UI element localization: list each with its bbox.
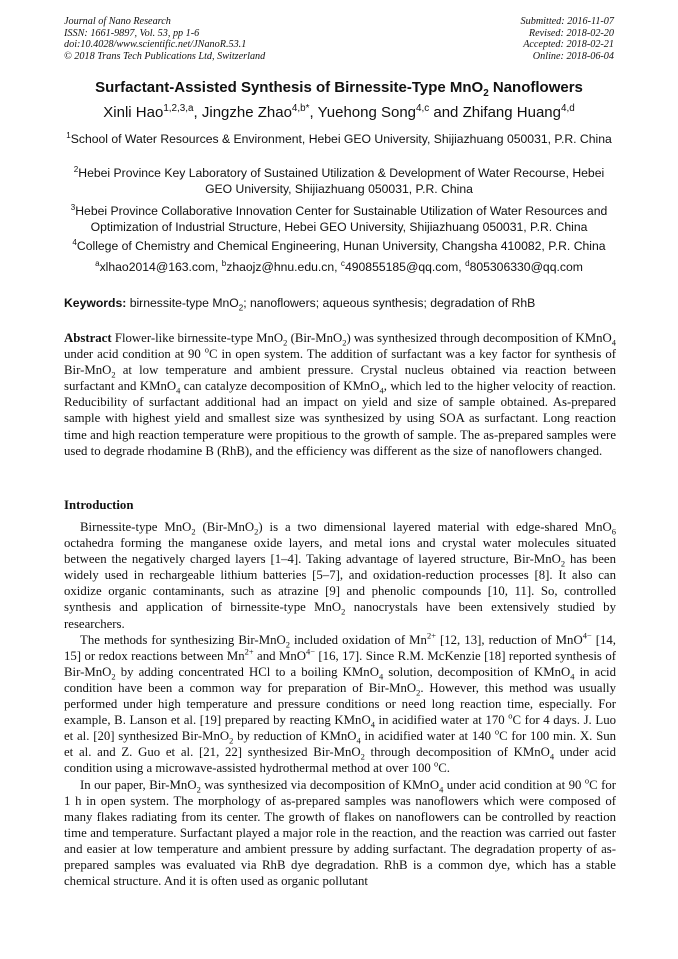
author-separator: , [309,104,318,121]
journal-info [64,16,265,62]
affiliation-text: Hebei Province Key Laboratory of Sustained Utilization & Development of Water Recourse, Hebei GEO University, Shijiazhuang 050031, P.R. China [78,166,605,196]
author-marks: 1,2,3,a [163,103,194,114]
author-list [0,104,678,121]
affiliation-text: School of Water Resources & Environment, Hebei GEO University, Shijiazhuang 050031, P.R. China [70,132,612,146]
affiliation-4 [64,238,614,254]
journal-copyright: © 2018 Trans Tech Publications Ltd, Switzerland [64,50,266,62]
paragraph: In our paper, Bir-MnO$_2$ was synthesized via decomposition of KMnO$_4$ under acid condition at 90 $^o$C for 1 h in open system. The morphology of as-prepared samples was nanoflowers which were composed of many flakes radiating from its center. The growth of flakes on nanoflowers can be controlled by reaction time and temperature. Surfactant played a major role in the reaction, and the reaction was carried out faster and easier at low temperature and ambient pressure by adding surfactant. The degradation property of as-prepared samples was evaluated via RhB dye degradation. RhB is a common dye, which has a stable chemical structure. And it is often used as organic pollutant [64,775,616,889]
email-mark: b [221,258,227,268]
author-marks: 4,c [416,103,430,114]
abstract-label: Abstract [64,331,112,345]
section-heading-introduction: Introduction [64,498,134,512]
affiliation-1 [64,131,614,147]
journal-name: Journal of Nano Research [64,16,171,27]
email-mark: c [340,258,345,268]
author: Xinli Hao [103,104,164,121]
title-subscript: 2 [483,88,489,99]
email-mark: d [465,258,470,268]
author-marks: 4,b* [291,103,310,114]
accepted-date: Accepted: 2018-02-21 [523,39,614,51]
submitted-date: Submitted: 2016-11-07 [520,16,614,27]
journal-issn: ISSN: 1661-9897, Vol. 53, pp 1-6 [64,27,200,39]
introduction-body [64,519,616,889]
publication-dates [521,16,614,62]
email-separator: , [458,260,466,274]
keywords-text: birnessite-type MnO$_2$; nanoflowers; aqueous synthesis; degradation of RhB [126,296,536,313]
online-date: Online: 2018-06-04 [532,50,614,62]
author-separator: and [429,104,463,121]
affiliation-mark: 3 [70,202,76,212]
email-separator: , [334,260,341,274]
title-tail: Nanoflowers [488,79,583,96]
revised-date: Revised: 2018-02-20 [528,27,614,39]
paragraph: The methods for synthesizing Bir-MnO$_2$ included oxidation of $Mn^{2+}$ [12, 13], reduction of MnO$^{4-}$ [14, 15] or redox reactions between $Mn^{2+}$ and MnO$^{4-}$ [16, 17]. Since R.M. McKenzie [18] reported synthesis of Bir-MnO$_2$ by adding concentrated HCl to a boiling KMnO$_4$ solution, decomposition of KMnO$_4$ in acid condition have been a common way for preparation of Bir-MnO$_2$. However, this method was usually performed under high temperature and pressure conditions or need long reaction time, especially. For example, B. Lanson et al. [19] prepared by reacting KMnO$_4$ in acidified water at 170 $^o$C for 4 days. J. Luo et al. [20] synthesized Bir-MnO$_2$ by reduction of KMnO$_4$ in acidified water at 140 $^o$C for 100 min. X. Sun et al. and Z. Guo et al. [21, 22] synthesized Bir-MnO$_2$ through decomposition of KMnO$_4$ under acid condition using a microwave-assisted hydrothermal method at over 100 $^o$C. [64,630,616,776]
affiliation-2 [64,165,614,197]
affiliation-text: College of Chemistry and Chemical Engineering, Hunan University, Changsha 410082, P.R. China [76,239,606,253]
author: Zhifang Huang [462,104,561,121]
keywords-label: Keywords: [64,296,127,310]
abstract-text: Flower-like birnessite-type MnO$_2$ (Bir-MnO$_2$) was synthesized through decomposition of KMnO$_4$ under acid condition at 90 $^o$C in open system. The addition of surfactant was a key factor for synthesis of Bir-MnO$_2$ at low temperature and ambient pressure. Crystal nucleus obtained via reaction between surfactant and KMnO$_4$ can catalyze decomposition of KMnO$_4$, which led to the higher velocity of reaction. Reducibility of surfactant additional had an impact on yield and size of sample obtained. As-prepared sample with highest yield and smallest size was synthesized by using SOA as surfactant. Long reaction time and high reaction temperature were propitious to the growth of sample. The as-prepared samples were used to degrade rhodamine B (RhB), and the efficiency was different as the size of nanoflowers changed. [64,331,616,458]
affiliation-mark: 4 [72,237,77,247]
affiliation-3 [64,203,614,235]
author: Yuehong Song [317,104,417,121]
email-link[interactable]: xlhao2014@163.com [99,260,215,274]
author-separator: , [193,104,202,121]
email-link[interactable]: 490855185@qq.com [344,260,459,274]
journal-doi: doi:10.4028/www.scientific.net/JNanoR.53.1 [64,39,247,51]
email-list [64,259,614,275]
email-mark: a [95,258,100,268]
paragraph: Birnessite-type MnO$_2$ (Bir-MnO$_2$) is a two dimensional layered material with edge-shared MnO$_6$ octahedra forming the manganese oxide layers, and metal ions and crystal water molecules situated between the negatively charged layers [1–4]. Taking advantage of layered structure, Bir-MnO$_2$ has been widely used in rechargeable lithium batteries [5–7], and oxidation-reduction processes [8]. It also can oxidize organic contaminants, such as atrazine [9] and phenolic compounds [10, 11]. So, controlled synthesis and application of birnessite-type MnO$_2$ nanocrystals have been extensively studied by researchers. [64,520,616,631]
affiliation-mark: 1 [66,130,71,140]
author: Jingzhe Zhao [201,104,292,121]
email-link[interactable]: 805306330@qq.com [469,260,583,274]
email-separator: , [214,260,222,274]
abstract [64,330,616,459]
affiliation-text: Hebei Province Collaborative Innovation Center for Sustainable Utilization of Water Resources and Optimization of Industrial Structure, Hebei GEO University, Shijiazhuang 050031, P.R. China [75,204,608,234]
paper-title [0,79,678,99]
author-marks: 4,d [560,103,575,114]
title-main: Surfactant-Assisted Synthesis of Birnessite-Type MnO [95,79,484,96]
affiliation-mark: 2 [73,164,79,174]
keywords [64,296,616,313]
email-link[interactable]: zhaojz@hnu.edu.cn [226,260,335,274]
